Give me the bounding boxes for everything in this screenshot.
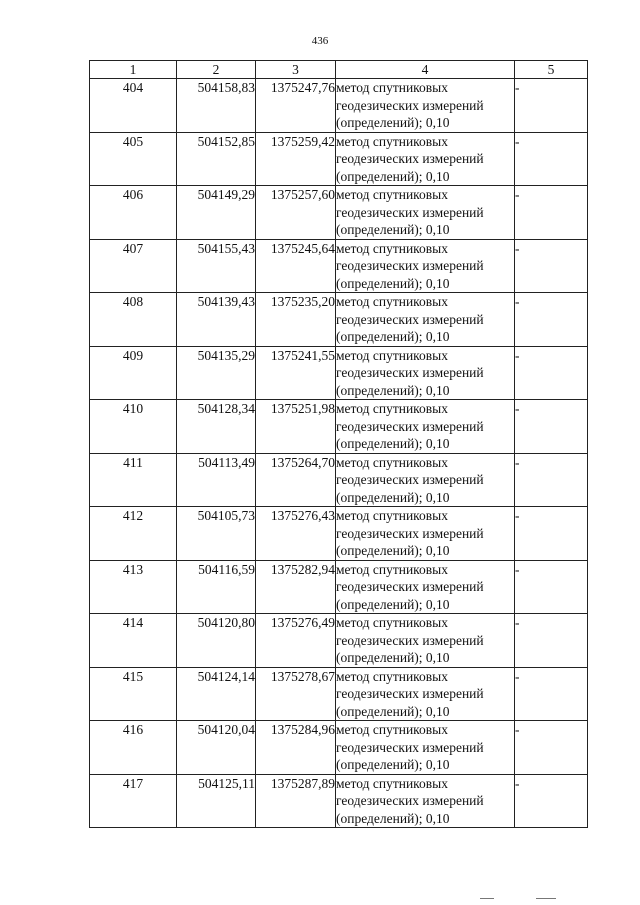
x-coordinate-cell: 504113,49 — [177, 453, 256, 507]
x-coordinate-cell: 504149,29 — [177, 186, 256, 240]
x-coordinate-cell: 504116,59 — [177, 560, 256, 614]
x-coordinate-cell: 504120,04 — [177, 721, 256, 775]
y-coordinate-cell: 1375278,67 — [256, 667, 336, 721]
table-row — [90, 453, 588, 507]
note-cell: - — [515, 239, 588, 293]
method-line: метод спутниковых — [336, 347, 448, 363]
table-row — [90, 721, 588, 775]
method-line: геодезических измерений — [336, 525, 484, 541]
method-line: геодезических измерений — [336, 793, 484, 808]
footer-scan-marks — [480, 896, 560, 902]
method-line: (определений); 0,10 — [336, 222, 450, 237]
point-number-cell: 415 — [90, 667, 177, 721]
note-cell: - — [515, 79, 588, 133]
method-cell — [336, 614, 515, 668]
note-cell: - — [515, 400, 588, 454]
method-line: геодезических измерений — [336, 418, 484, 434]
point-number-cell: 412 — [90, 507, 177, 561]
method-cell — [336, 186, 515, 240]
y-coordinate-cell: 1375264,70 — [256, 453, 336, 507]
method-line: (определений); 0,10 — [336, 489, 450, 505]
table-row — [90, 614, 588, 668]
x-coordinate-cell: 504135,29 — [177, 346, 256, 400]
point-number-cell: 417 — [90, 774, 177, 828]
point-number-cell: 409 — [90, 346, 177, 400]
point-number-cell: 408 — [90, 293, 177, 347]
x-coordinate-cell: 504128,34 — [177, 400, 256, 454]
note-cell: - — [515, 560, 588, 614]
y-coordinate-cell: 1375284,96 — [256, 721, 336, 775]
method-cell — [336, 774, 515, 828]
table-row — [90, 560, 588, 614]
method-line: геодезических измерений — [336, 739, 484, 755]
method-line: (определений); 0,10 — [336, 329, 450, 344]
point-number-cell: 406 — [90, 186, 177, 240]
method-line: метод спутниковых — [336, 722, 448, 737]
table-row — [90, 507, 588, 561]
table-header-row — [90, 61, 588, 79]
note-cell: - — [515, 507, 588, 561]
method-line: геодезических измерений — [336, 97, 484, 113]
method-line: метод спутниковых — [336, 240, 448, 256]
method-cell — [336, 400, 515, 454]
y-coordinate-cell: 1375276,49 — [256, 614, 336, 668]
method-line: (определений); 0,10 — [336, 596, 450, 612]
method-line: метод спутниковых — [336, 401, 448, 416]
x-coordinate-cell: 504158,83 — [177, 79, 256, 133]
method-line: (определений); 0,10 — [336, 115, 450, 130]
y-coordinate-cell: 1375276,43 — [256, 507, 336, 561]
method-line: метод спутниковых — [336, 561, 448, 577]
y-coordinate-cell: 1375259,42 — [256, 132, 336, 186]
table-row — [90, 79, 588, 133]
method-line: (определений); 0,10 — [336, 543, 450, 558]
column-header-3: 3 — [256, 61, 336, 79]
method-line: геодезических измерений — [336, 204, 484, 220]
column-header-1: 1 — [90, 61, 177, 79]
point-number-cell: 407 — [90, 239, 177, 293]
point-number-cell: 405 — [90, 132, 177, 186]
column-header-4: 4 — [336, 61, 515, 79]
y-coordinate-cell: 1375235,20 — [256, 293, 336, 347]
point-number-cell: 404 — [90, 79, 177, 133]
method-line: (определений); 0,10 — [336, 757, 450, 772]
method-line: геодезических измерений — [336, 151, 484, 166]
method-line: геодезических измерений — [336, 311, 484, 327]
x-coordinate-cell: 504155,43 — [177, 239, 256, 293]
method-cell — [336, 293, 515, 347]
note-cell: - — [515, 774, 588, 828]
method-line: геодезических измерений — [336, 258, 484, 273]
x-coordinate-cell: 504139,43 — [177, 293, 256, 347]
method-line: метод спутниковых — [336, 615, 448, 630]
method-line: метод спутниковых — [336, 454, 448, 470]
method-line: (определений); 0,10 — [336, 436, 450, 451]
method-cell — [336, 79, 515, 133]
method-line: метод спутниковых — [336, 80, 448, 95]
table-body — [90, 79, 588, 828]
y-coordinate-cell: 1375245,64 — [256, 239, 336, 293]
point-number-cell: 416 — [90, 721, 177, 775]
method-cell — [336, 132, 515, 186]
note-cell: - — [515, 667, 588, 721]
note-cell: - — [515, 346, 588, 400]
x-coordinate-cell: 504124,14 — [177, 667, 256, 721]
note-cell: - — [515, 132, 588, 186]
note-cell: - — [515, 186, 588, 240]
method-line: метод спутниковых — [336, 133, 448, 149]
y-coordinate-cell: 1375282,94 — [256, 560, 336, 614]
method-cell — [336, 507, 515, 561]
table-row — [90, 346, 588, 400]
table-row — [90, 239, 588, 293]
point-number-cell: 410 — [90, 400, 177, 454]
column-header-2: 2 — [177, 61, 256, 79]
method-line: геодезических измерений — [336, 472, 484, 487]
table-row — [90, 132, 588, 186]
method-cell — [336, 239, 515, 293]
method-line: метод спутниковых — [336, 668, 448, 684]
point-number-cell: 414 — [90, 614, 177, 668]
method-line: (определений); 0,10 — [336, 168, 450, 184]
method-cell — [336, 560, 515, 614]
method-cell — [336, 453, 515, 507]
method-line: (определений); 0,10 — [336, 703, 450, 719]
note-cell: - — [515, 293, 588, 347]
y-coordinate-cell: 1375241,55 — [256, 346, 336, 400]
x-coordinate-cell: 504125,11 — [177, 774, 256, 828]
y-coordinate-cell: 1375251,98 — [256, 400, 336, 454]
x-coordinate-cell: 504105,73 — [177, 507, 256, 561]
table-row — [90, 186, 588, 240]
method-line: геодезических измерений — [336, 365, 484, 380]
note-cell: - — [515, 614, 588, 668]
method-cell — [336, 667, 515, 721]
page-number: 436 — [311, 35, 329, 47]
method-line: (определений); 0,10 — [336, 810, 450, 826]
point-number-cell: 413 — [90, 560, 177, 614]
method-line: геодезических измерений — [336, 632, 484, 648]
method-line: метод спутниковых — [336, 775, 448, 791]
method-line: метод спутниковых — [336, 187, 448, 202]
note-cell: - — [515, 721, 588, 775]
coordinates-table — [89, 60, 588, 828]
table-row — [90, 400, 588, 454]
column-header-5: 5 — [515, 61, 588, 79]
x-coordinate-cell: 504120,80 — [177, 614, 256, 668]
method-line: (определений); 0,10 — [336, 382, 450, 398]
y-coordinate-cell: 1375287,89 — [256, 774, 336, 828]
method-line: (определений); 0,10 — [336, 650, 450, 665]
point-number-cell: 411 — [90, 453, 177, 507]
table-row — [90, 774, 588, 828]
method-line: метод спутниковых — [336, 294, 448, 309]
method-cell — [336, 721, 515, 775]
note-cell: - — [515, 453, 588, 507]
table-row — [90, 293, 588, 347]
y-coordinate-cell: 1375257,60 — [256, 186, 336, 240]
method-line: (определений); 0,10 — [336, 275, 450, 291]
y-coordinate-cell: 1375247,76 — [256, 79, 336, 133]
method-cell — [336, 346, 515, 400]
method-line: геодезических измерений — [336, 686, 484, 701]
x-coordinate-cell: 504152,85 — [177, 132, 256, 186]
method-line: метод спутниковых — [336, 508, 448, 523]
table-row — [90, 667, 588, 721]
method-line: геодезических измерений — [336, 579, 484, 594]
